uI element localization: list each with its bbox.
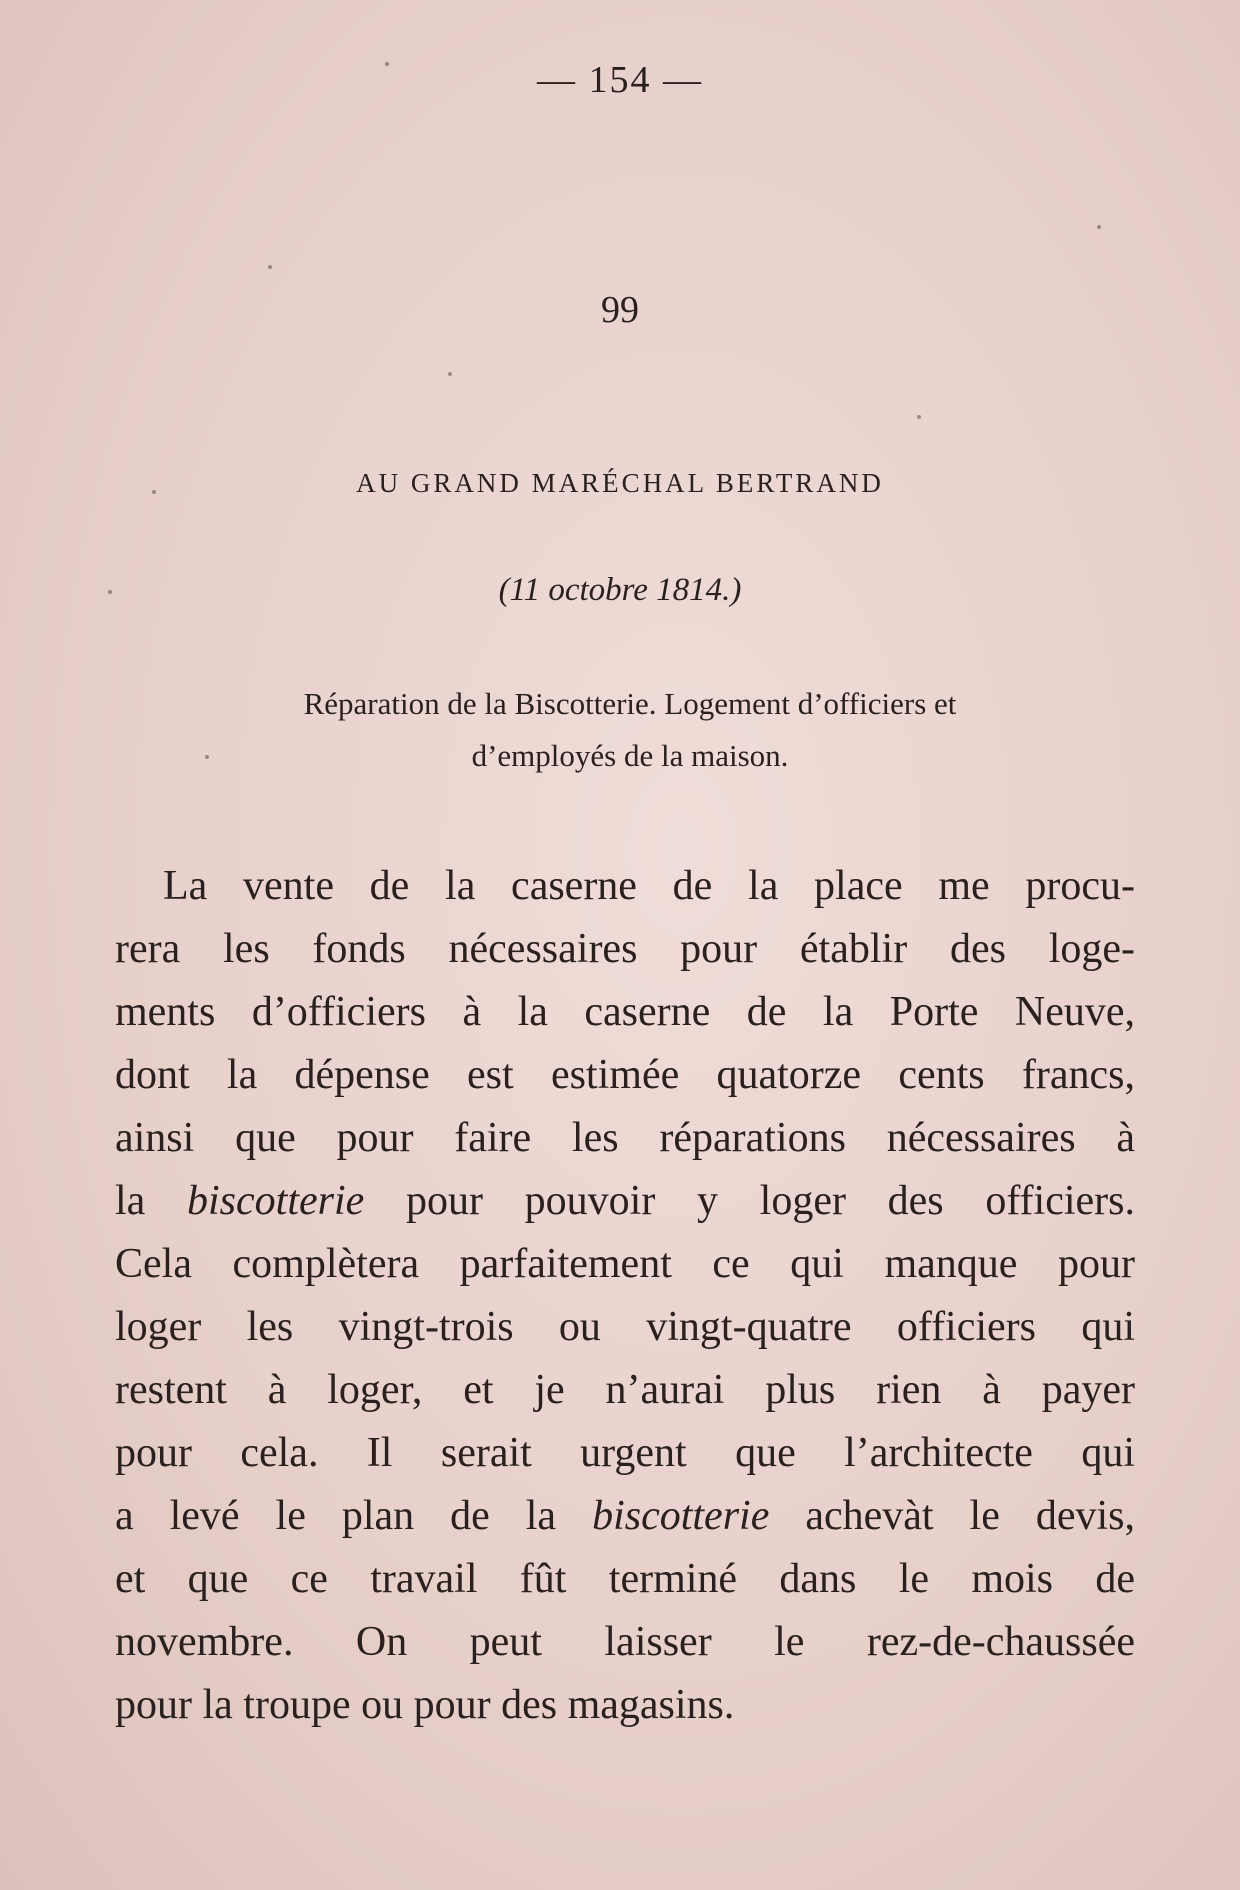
body-line: Cela complètera parfaitement ce qui manque pour [115,1241,1135,1287]
paper-speck [1097,225,1101,229]
body-line [115,1170,1135,1233]
body-line: novembre. On peut laisser le rez-de-chaussée [115,1619,1135,1665]
body-line: restent à loger, et je n’aurai plus rien à payer [115,1367,1135,1413]
body-text-run: pour pouvoir y loger des officiers. [364,1178,1135,1224]
body-line: et que ce travail fût terminé dans le mois de [115,1556,1135,1602]
letter-number: 99 [601,289,639,331]
recipient-heading: AU GRAND MARÉCHAL BERTRAND [356,468,884,498]
paper-speck [448,372,452,376]
body-line: pour cela. Il serait urgent que l’architecte qui [115,1430,1135,1476]
body-line: rera les fonds nécessaires pour établir des loge- [115,926,1135,972]
body-text-run: achevàt le devis, [769,1493,1136,1539]
paper-speck [268,265,272,269]
letter-summary [150,678,1110,782]
body-line [115,1485,1135,1548]
body-text-run: a levé le plan de la [115,1493,593,1539]
italic-term: biscotterie [592,1493,770,1539]
body-line: ainsi que pour faire les réparations nécessaires à [115,1115,1135,1161]
body-line: ments d’officiers à la caserne de la Porte Neuve, [115,989,1135,1035]
body-line: dont la dépense est estimée quatorze cents francs, [115,1052,1135,1098]
body-text-run: la [115,1178,187,1224]
letter-body [115,855,1135,1737]
italic-term: biscotterie [187,1178,365,1224]
body-line: loger les vingt-trois ou vingt-quatre officiers qui [115,1304,1135,1350]
paper-speck [917,415,921,419]
summary-line: d’employés de la maison. [471,738,789,773]
letter-date: (11 octobre 1814.) [498,572,742,608]
body-line: La vente de la caserne de la place me procu- [163,863,1135,909]
page-number: — 154 — [537,59,703,101]
body-line: pour la troupe ou pour des magasins. [115,1682,735,1728]
summary-line: Réparation de la Biscotterie. Logement d’officiers et [303,686,957,721]
